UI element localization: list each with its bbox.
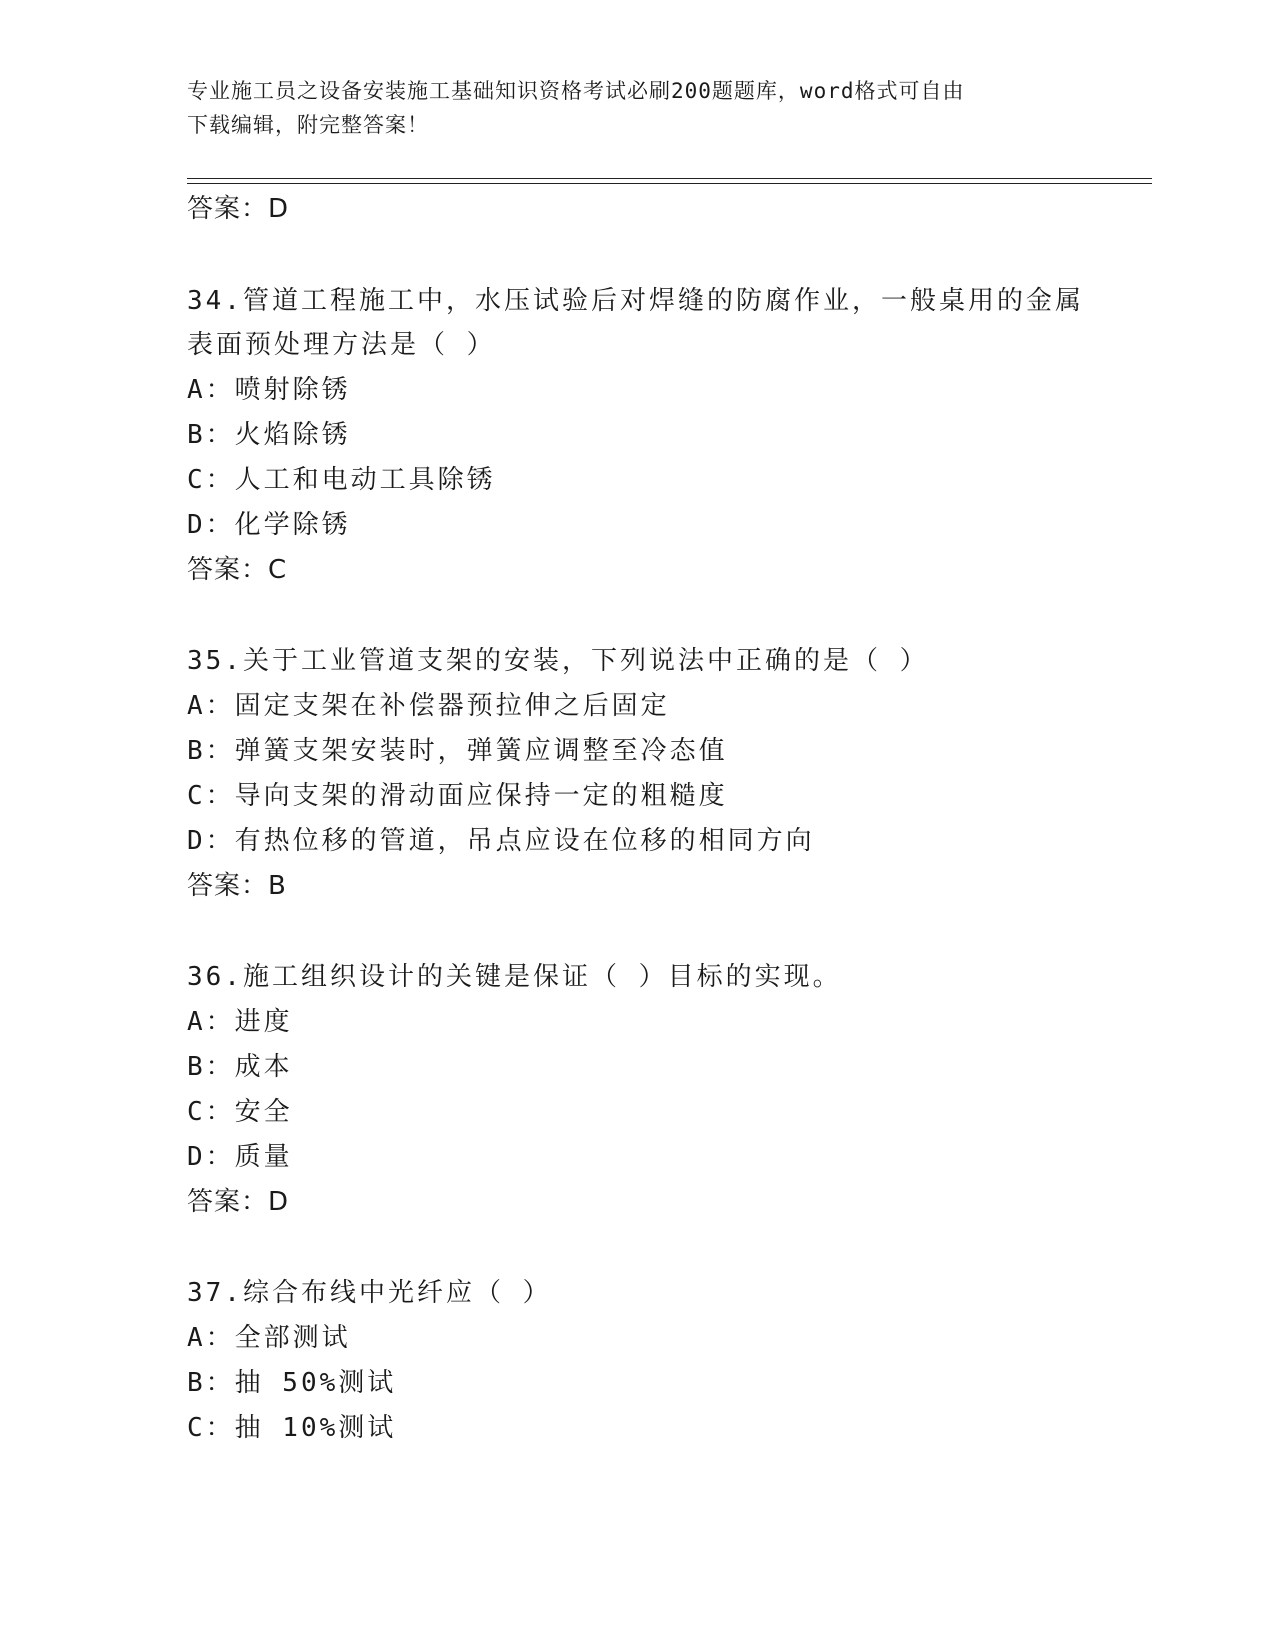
question-36-option-a: A：进度 — [187, 1007, 293, 1037]
header-divider-top — [187, 178, 1152, 179]
document-header — [187, 74, 1087, 142]
question-36-answer: 答案：D — [187, 1187, 290, 1217]
question-35-option-b: B：弹簧支架安装时，弹簧应调整至冷态值 — [187, 736, 728, 766]
question-35-option-a: A：固定支架在补偿器预拉伸之后固定 — [187, 691, 670, 721]
question-34-option-a: A：喷射除锈 — [187, 375, 351, 405]
question-34-stem-line-2: 表面预处理方法是（ ） — [187, 330, 496, 360]
question-35-stem-line-1: 35.关于工业管道支架的安装，下列说法中正确的是（ ） — [187, 646, 929, 676]
question-36-option-b: B：成本 — [187, 1052, 293, 1082]
question-36-option-c: C：安全 — [187, 1097, 293, 1127]
question-34-option-b: B：火焰除锈 — [187, 420, 351, 450]
header-line-2: 下载编辑，附完整答案！ — [187, 113, 429, 137]
question-34-answer: 答案：C — [187, 555, 288, 585]
question-37-option-b: B：抽 50%测试 — [187, 1368, 397, 1398]
answer-previous: 答案：D — [187, 194, 290, 224]
question-34-option-c: C：人工和电动工具除锈 — [187, 465, 496, 495]
header-line-1: 专业施工员之设备安装施工基础知识资格考试必刷200题题库，word格式可自由 — [187, 79, 965, 103]
question-35-option-d: D：有热位移的管道，吊点应设在位移的相同方向 — [187, 826, 815, 856]
question-34-stem-line-1: 34.管道工程施工中，水压试验后对焊缝的防腐作业，一般桌用的金属 — [187, 286, 1084, 316]
question-36-stem-line-1: 36.施工组织设计的关键是保证（ ）目标的实现。 — [187, 962, 842, 992]
question-35-option-c: C：导向支架的滑动面应保持一定的粗糙度 — [187, 781, 728, 811]
question-36-option-d: D：质量 — [187, 1142, 293, 1172]
question-37-option-a: A：全部测试 — [187, 1323, 351, 1353]
header-divider-bottom — [187, 183, 1152, 184]
question-37-option-c: C：抽 10%测试 — [187, 1413, 397, 1443]
question-35-answer: 答案：B — [187, 871, 287, 901]
question-34-option-d: D：化学除锈 — [187, 510, 351, 540]
question-37-stem-line-1: 37.综合布线中光纤应（ ） — [187, 1278, 552, 1308]
